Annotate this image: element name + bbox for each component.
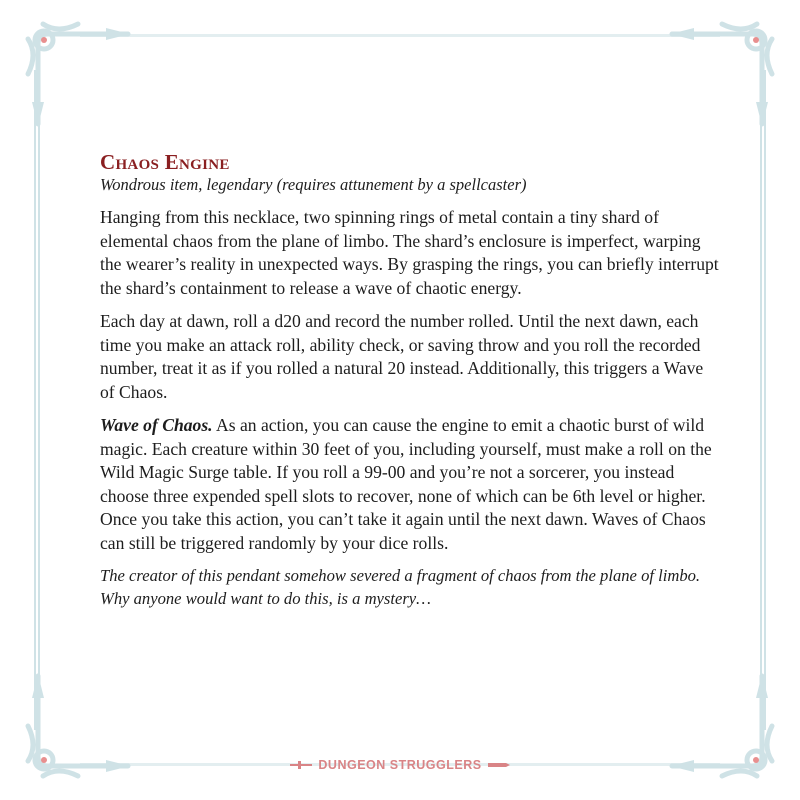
description-paragraph-1: Hanging from this necklace, two spinning rings of metal contain a tiny shard of elemental chaos from the plane of limbo. The shard’s enclosure is imperfect, warping the wearer’s reality in unexpected ways. By grasping the rings, you can briefly interrupt the shard’s containment to release a wave of chaotic energy.: [100, 207, 719, 298]
item-title: Chaos Engine: [100, 150, 230, 174]
sword-hilt-icon: [290, 761, 312, 769]
sword-blade-icon: [488, 761, 510, 769]
frame-border-top: [80, 34, 720, 37]
description-paragraph-2: Each day at dawn, roll a d20 and record the number rolled. Until the next dawn, each time you make an attack roll, ability check, or saving throw and you roll the recorded number, treat it as if you rolled a natural 20 instead. Additionally, this triggers a Wave of Chaos.: [100, 311, 704, 402]
item-card: [100, 150, 720, 610]
frame-border-right: [760, 70, 766, 730]
brand-logo: [290, 758, 509, 772]
footer: [0, 758, 800, 772]
wave-of-chaos-paragraph: [100, 414, 720, 555]
frame-corner-ornament-top-right: [662, 14, 782, 134]
item-type-line: Wondrous item, legendary (requires attunement by a spellcaster): [100, 175, 527, 194]
frame-border-left: [34, 70, 40, 730]
wave-of-chaos-heading: Wave of Chaos.: [100, 415, 213, 435]
wave-of-chaos-text: As an action, you can cause the engine to emit a chaotic burst of wild magic. Each creature within 30 feet of you, including yourself, must make a roll on the Wild Magic Surge table. If you roll a 99-00 and you’re not a sorcerer, you instead choose three expended spell slots to recover, none of which can be 6th level or higher. Once you take this action, you can’t take it again until the next dawn. Waves of Chaos can still be triggered randomly by your dice rolls.: [100, 415, 712, 553]
brand-logo-text: DUNGEON STRUGGLERS: [318, 758, 482, 772]
frame-corner-ornament-top-left: [18, 14, 138, 134]
flavor-text: The creator of this pendant somehow severed a fragment of chaos from the plane of limbo. Why anyone would want to do this, is a mystery…: [100, 566, 701, 608]
